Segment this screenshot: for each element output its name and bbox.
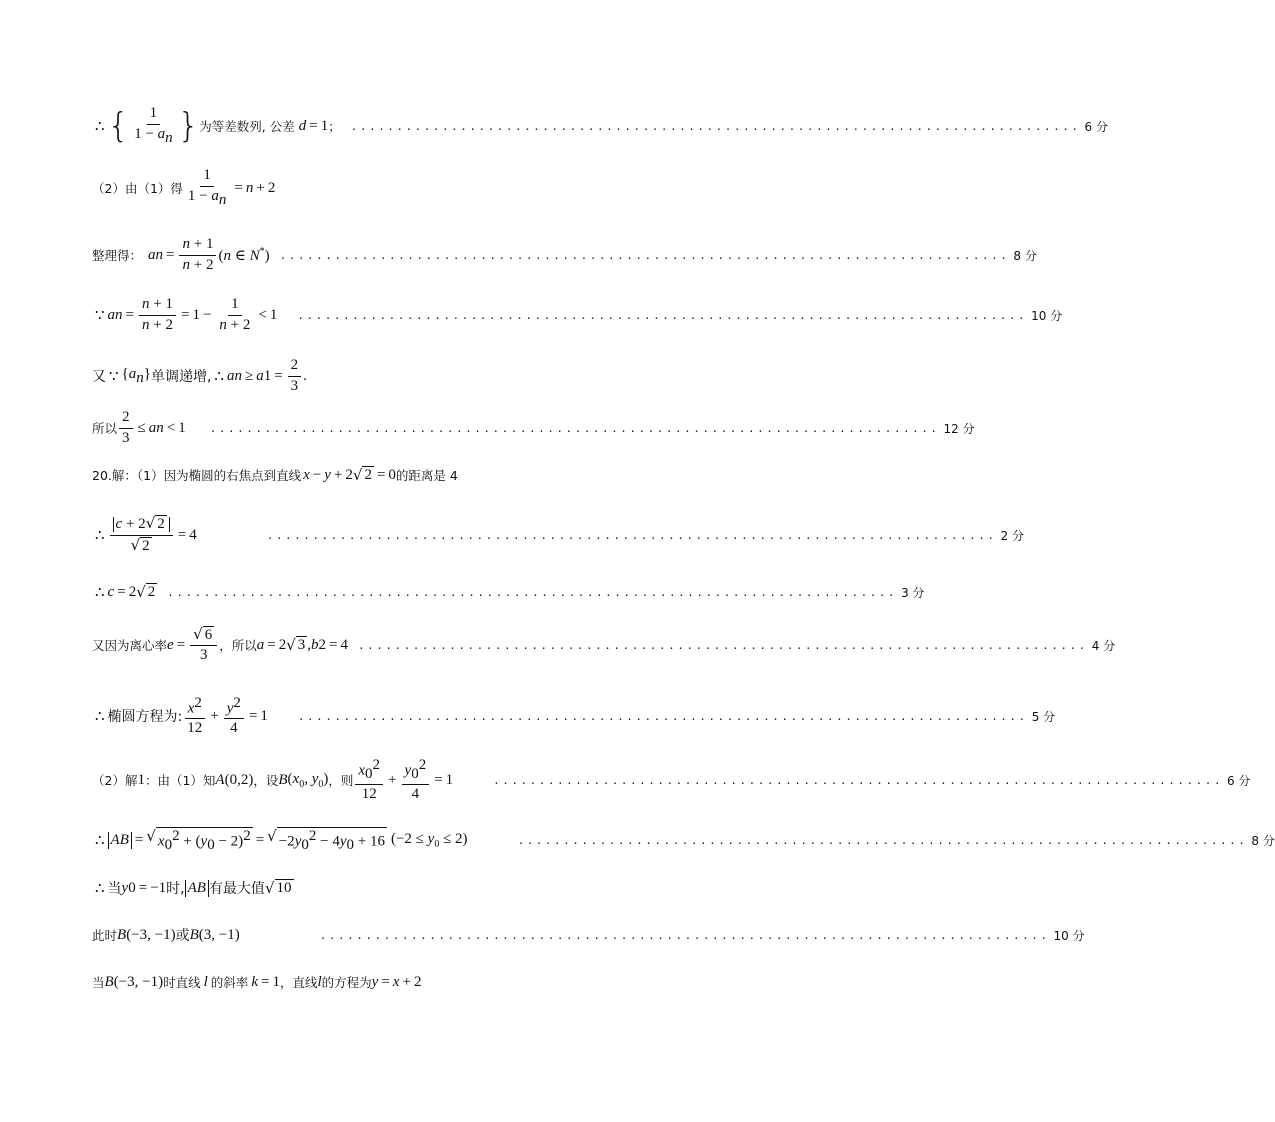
line-simplify: 整理得： a n = $\frac{n + 1}{n + 2}$ (n ∈ N*) ................................................................................ 8 分 xyxy=(92,236,1037,273)
fraction: $\frac{1}{1 - a_n}$ xyxy=(134,105,173,146)
line-eccentricity: 又因为离心率 e = √ 6 3 ，所以 a = 2 √ 3 , b 2 = 4 ................................................................................ 4 分 xyxy=(92,624,1116,663)
line-c-value: ∴ c = 2 √ 2 ................................................................................ 3 分 xyxy=(95,583,925,601)
line-part2: （2）解 1 ：由（1）知 A (0,2) ，设 B ($x_0$, $y_0$) ，则 $\frac{x_0^2}{12}$ + $\frac{y_0^2}{4}$ = 1 ................................................................................ 6 分 xyxy=(92,756,1251,802)
line-point-b: 此时 B (−3, −1) 或 B (3, −1) ................................................................................ 10 分 xyxy=(92,926,1085,944)
line-monotonic: 又 ∵ $\{a_n\}$ 单调递增, ∴ a n ≥ a 1 = $\frac{2}{3}$ . xyxy=(92,357,307,394)
line-arith-sequence: ∴ { $\frac{1}{1 - a_n}$ } 为等差数列, 公差 d = 1 ； ................................................................................ 6 分 xyxy=(95,105,1108,146)
dot-leader: ................................................................................ xyxy=(350,119,1081,133)
line-slope: 当 B (−3, −1) 时直线 l 的斜率 k = 1 ，直线 l 的方程为 y = x + 2 xyxy=(92,973,422,990)
line-conclusion: 所以 $\frac{2}{3}$ ≤ a n < 1 ................................................................................ 12 分 xyxy=(92,409,975,446)
score: 6 分 xyxy=(1084,119,1108,134)
therefore-symbol: ∴ xyxy=(95,118,105,135)
line-problem20: 20.解：（1）因为椭圆的右焦点到直线 x − y + 2 √ 2 = 0 的距离是 4 xyxy=(92,466,458,484)
line-ellipse-equation: ∴ 椭圆方程为: $\frac{x^2}{12}$ + $\frac{y^2}{4}$ = 1 ................................................................................ 5 分 xyxy=(95,694,1056,737)
line-distance: ∴ c + 2 √ 2 √ 2 = 4 ................................................................................ 2 分 xyxy=(95,514,1024,554)
line-max-value: ∴ 当 y 0 = −1 时, AB 有最大值 √ 10 xyxy=(95,879,292,897)
line-ab-length: ∴ AB = √ $x_0^2 + (y_0 - 2)^2$ = √ $-2y_0^2 - 4y_0 + 16$ $(-2 \le y_0 \le 2)$ ................................................................................ 8 分 xyxy=(95,826,1275,853)
text: 为等差数列, 公差 xyxy=(199,119,295,134)
line-from-part1: （2）由（1）得 $\frac{1}{1 - a_n}$ = n + 2 xyxy=(92,167,276,208)
line-inequality: ∵ a n = $\frac{n + 1}{n + 2}$ = 1 − $\frac{1}{n + 2}$ < 1 ................................................................................ 10 分 xyxy=(95,296,1063,333)
